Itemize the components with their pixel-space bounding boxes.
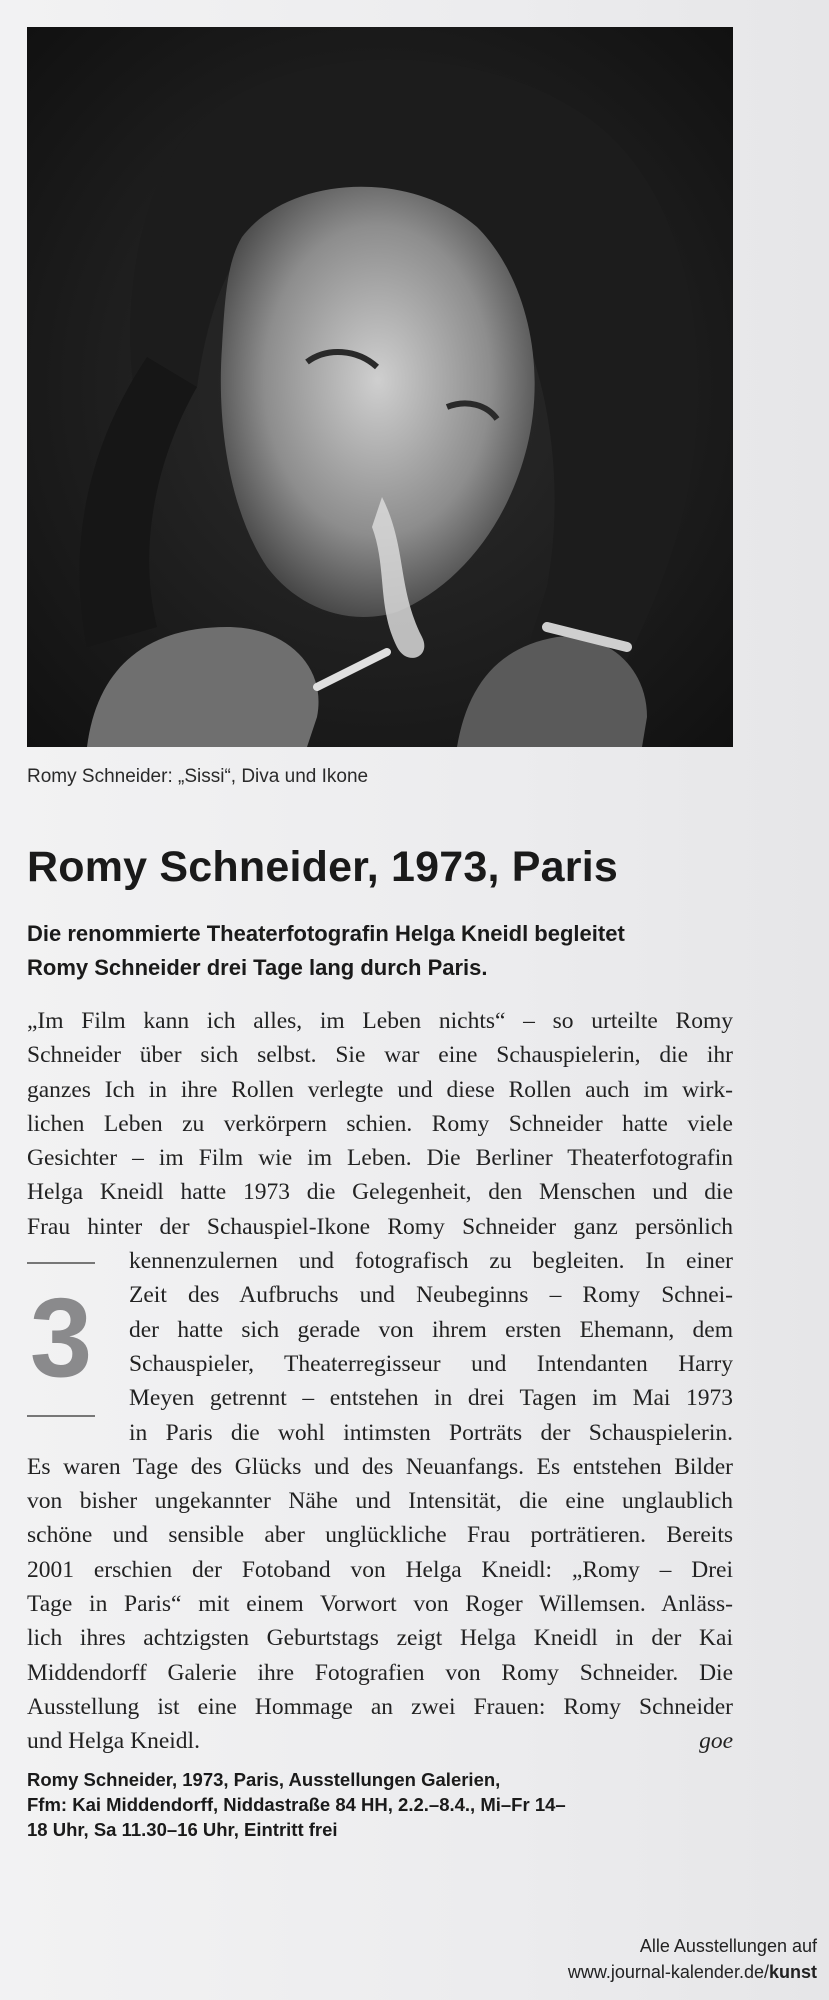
body-line: Zeit des Aufbruchs und Neubeginns – Romy Schnei- (129, 1282, 733, 1309)
body-line: „Im Film kann ich alles, im Leben nichts“ – so urteilte Romy (27, 1008, 733, 1034)
footer-line: Alle Ausstellungen auf (639, 1936, 817, 1956)
footer-link[interactable] (397, 1959, 817, 1985)
body-line: Helga Kneidl hatte 1973 die Gelegenheit, den Menschen und die (27, 1179, 733, 1206)
event-info (27, 1767, 727, 1842)
body-line: Ausstellung ist eine Hommage an zwei Frauen: Romy Schneider (27, 1693, 733, 1720)
footer-note (397, 1933, 817, 1985)
portrait-photo (27, 27, 733, 747)
body-line: 2001 erschien der Fotoband von Helga Kneidl: „Romy – Drei (27, 1556, 733, 1583)
body-line: Gesichter – im Film wie im Leben. Die Berliner Theaterfotografin (27, 1145, 733, 1172)
body-line: lichen Leben zu verkörpern schien. Romy Schneider hatte viele (27, 1110, 733, 1137)
body-line: von bisher ungekannter Nähe und Intensität, die eine unglaublich (27, 1488, 733, 1515)
body-line: Schauspieler, Theaterregisseur und Intendanten Harry (129, 1350, 733, 1377)
body-line: in Paris die wohl intimsten Porträts der Schauspielerin. (129, 1419, 733, 1446)
info-line: Ffm: Kai Middendorff, Niddastraße 84 HH, 2.2.–8.4., Mi–Fr 14– (27, 1794, 566, 1815)
body-line: Meyen getrennt – entstehen in drei Tagen im Mai 1973 (129, 1385, 733, 1412)
body-line: Frau hinter der Schauspiel-Ikone Romy Schneider ganz persönlich (27, 1213, 733, 1240)
lead-line: Die renommierte Theaterfotografin Helga Kneidl begleitet (27, 921, 625, 946)
drop-number (27, 1262, 95, 1417)
body-line: Schneider über sich selbst. Sie war eine Schauspielerin, die ihr (27, 1042, 733, 1069)
body-line: Es waren Tage des Glücks und des Neuanfangs. Es entstehen Bilder (27, 1453, 733, 1480)
body-line: der hatte sich gerade von ihrem ersten Ehemann, dem (129, 1316, 733, 1343)
body-line: Middendorff Galerie ihre Fotografien von Romy Schneider. Die (27, 1659, 733, 1686)
article-body (27, 1004, 733, 1759)
lead-line: Romy Schneider drei Tage lang durch Paris. (27, 955, 488, 980)
body-line: schöne und sensible aber unglückliche Frau porträtieren. Bereits (27, 1522, 733, 1549)
body-line: Tage in Paris“ mit einem Vorwort von Roger Willemsen. Anläss- (27, 1591, 733, 1618)
article-lead (27, 917, 727, 985)
footer-url-bold[interactable]: kunst (768, 1962, 817, 1982)
info-line: Romy Schneider, 1973, Paris, Ausstellungen Galerien, (27, 1769, 501, 1790)
info-line: 18 Uhr, Sa 11.30–16 Uhr, Eintritt frei (27, 1819, 338, 1840)
body-line: ganzes Ich in ihre Rollen verlegte und diese Rollen auch im wirk- (27, 1076, 733, 1103)
drop-number-rule-bottom (27, 1415, 95, 1417)
body-line: und Helga Kneidl. (27, 1728, 200, 1755)
photo-caption: Romy Schneider: „Sissi“, Diva und Ikone (27, 766, 369, 787)
body-line: lich ihres achtzigsten Geburtstags zeigt Helga Kneidl in der Kai (27, 1625, 733, 1652)
drop-number-rule-top (27, 1262, 95, 1264)
body-last-line (27, 1724, 733, 1758)
drop-number-digit: 3 (29, 1275, 93, 1400)
author-signoff: goe (699, 1728, 733, 1755)
body-line: kennenzulernen und fotografisch zu begleiten. In einer (129, 1248, 733, 1275)
footer-url[interactable]: www.journal-kalender.de/ (567, 1962, 769, 1982)
article-title: Romy Schneider, 1973, Paris (27, 843, 618, 891)
